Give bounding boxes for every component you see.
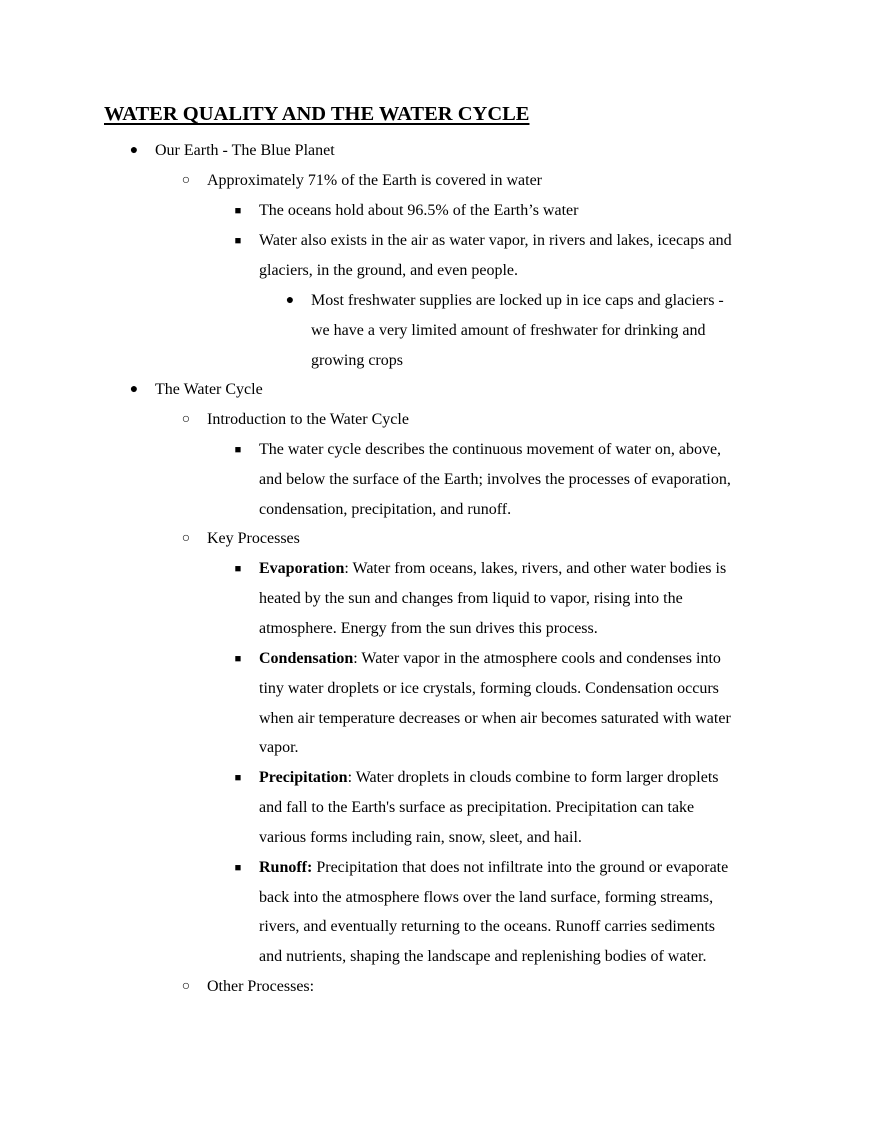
circle-bullet-icon: ○ [181,531,191,546]
condensation-text-line: tiny water droplets or ice crystals, forming clouds. Condensation occurs [259,680,719,697]
precipitation-text-line [259,763,719,793]
runoff-term: Runoff: [259,859,313,876]
square-bullet-icon: ■ [234,444,242,456]
evaporation-definition: : Water from oceans, lakes, rivers, and other water bodies is [344,560,727,577]
condensation-term: Condensation [259,650,354,667]
section-heading-earth: Our Earth - The Blue Planet [155,142,335,159]
evaporation-term: Evaporation [259,560,345,577]
intro-text-line: and below the surface of the Earth; involves the processes of evaporation, [259,471,731,488]
precipitation-text-line: and fall to the Earth's surface as precipitation. Precipitation can take [259,799,695,816]
document-title: WATER QUALITY AND THE WATER CYCLE [104,103,530,125]
condensation-definition: : Water vapor in the atmosphere cools and condenses into [353,650,721,667]
evaporation-text-line: heated by the sun and changes from liquid to vapor, rising into the [259,590,683,607]
condensation-text-line: vapor. [259,739,299,756]
subheading-introduction: Introduction to the Water Cycle [207,411,409,428]
square-bullet-icon: ■ [234,653,242,665]
disc-bullet-icon: ● [285,293,295,308]
disc-bullet-icon: ● [129,143,139,158]
runoff-text-line: back into the atmosphere flows over the land surface, forming streams, [259,889,714,906]
precipitation-term: Precipitation [259,769,348,786]
square-bullet-icon: ■ [234,205,242,217]
condensation-text-line: when air temperature decreases or when air becomes saturated with water [259,710,731,727]
precipitation-definition: : Water droplets in clouds combine to form larger droplets [347,769,719,786]
evaporation-text-line [259,554,726,584]
circle-bullet-icon: ○ [181,412,191,427]
square-bullet-icon: ■ [234,772,242,784]
square-bullet-icon: ■ [234,862,242,874]
runoff-text-line: rivers, and eventually returning to the oceans. Runoff carries sediments [259,918,716,935]
precipitation-text-line: various forms including rain, snow, sleet, and hail. [259,829,582,846]
list-item-freshwater-line: growing crops [311,352,403,369]
list-item-vapor-line: Water also exists in the air as water vapor, in rivers and lakes, icecaps and [259,232,732,249]
list-item-oceans: The oceans hold about 96.5% of the Earth’s water [259,202,579,219]
runoff-definition: Precipitation that does not infiltrate into the ground or evaporate [312,859,729,876]
square-bullet-icon: ■ [234,563,242,575]
condensation-text-line [259,644,721,674]
circle-bullet-icon: ○ [181,979,191,994]
section-heading-water-cycle: The Water Cycle [155,381,263,398]
evaporation-text-line: atmosphere. Energy from the sun drives this process. [259,620,598,637]
runoff-text-line [259,853,728,883]
subheading-key-processes: Key Processes [207,530,300,547]
intro-text-line: condensation, precipitation, and runoff. [259,501,512,518]
list-item-freshwater-line: Most freshwater supplies are locked up in ice caps and glaciers - [311,292,724,309]
circle-bullet-icon: ○ [181,173,191,188]
list-item-coverage: Approximately 71% of the Earth is covered in water [207,172,542,189]
list-item-freshwater-line: we have a very limited amount of freshwater for drinking and [311,322,706,339]
subheading-other-processes: Other Processes: [207,978,315,995]
square-bullet-icon: ■ [234,235,242,247]
runoff-text-line: and nutrients, shaping the landscape and replenishing bodies of water. [259,948,707,965]
disc-bullet-icon: ● [129,382,139,397]
intro-text-line: The water cycle describes the continuous movement of water on, above, [259,441,722,458]
list-item-vapor-line: glaciers, in the ground, and even people. [259,262,519,279]
